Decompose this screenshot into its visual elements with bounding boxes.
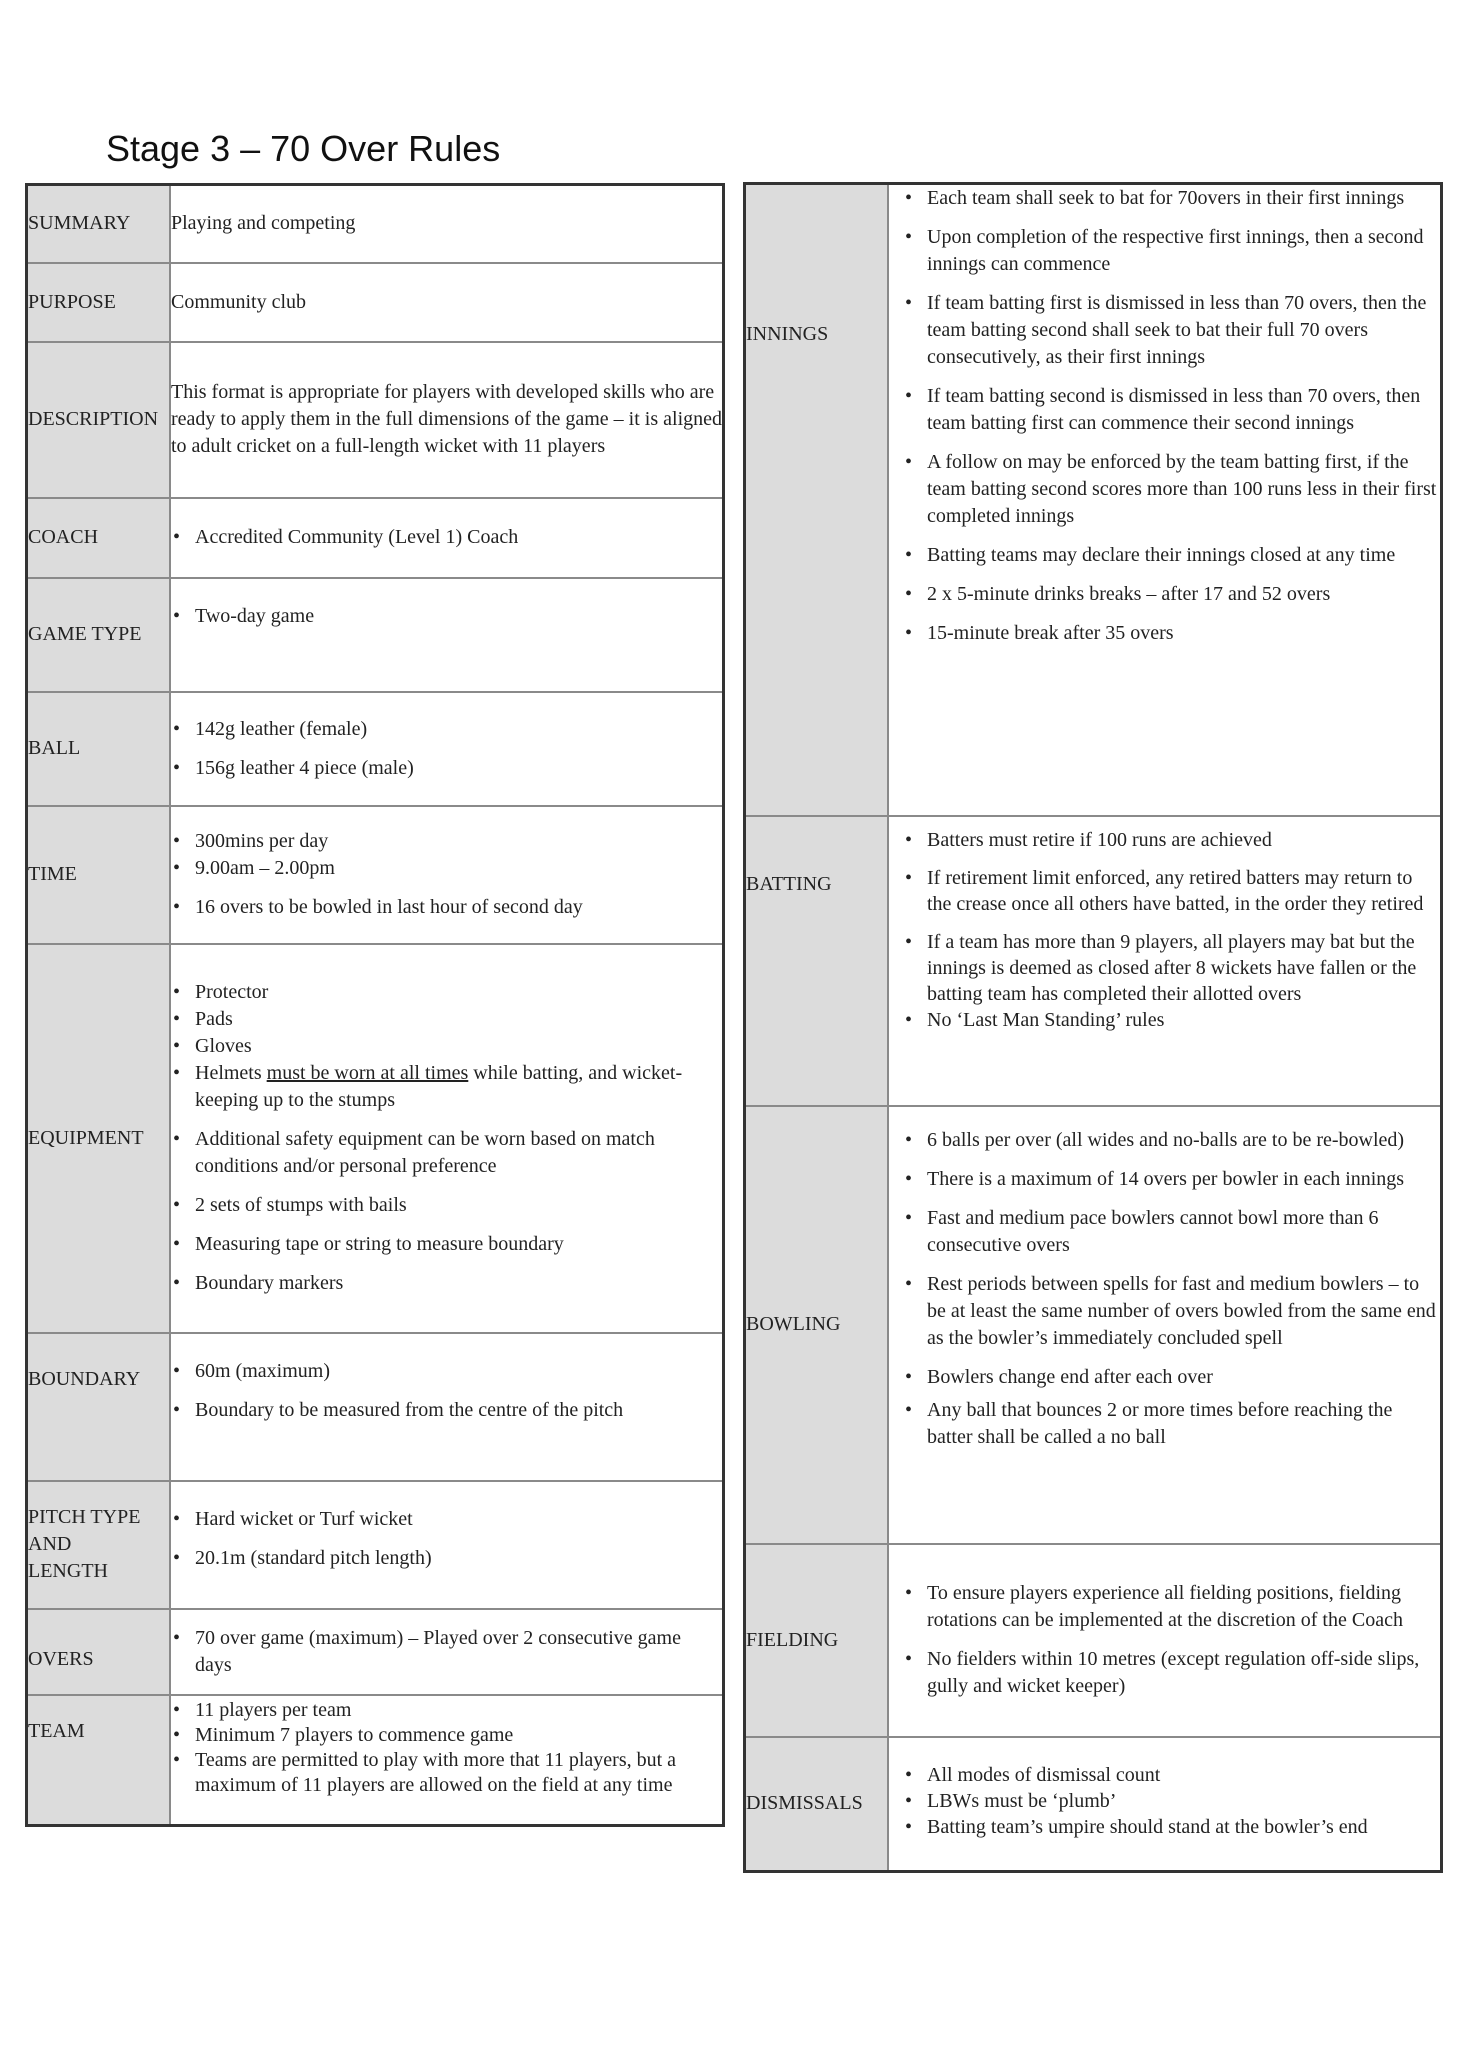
rule-row-summary [27, 185, 724, 263]
list-item: • 9.00am – 2.00pm [171, 855, 722, 882]
rule-row-boundary [27, 1333, 724, 1481]
rule-row-innings [745, 184, 1442, 816]
list-item: • 300mins per day [171, 828, 722, 855]
list-item: • Pads [171, 1006, 722, 1033]
rule-row-dismissals [745, 1737, 1442, 1872]
row-content [170, 1609, 724, 1695]
list-item [171, 1060, 722, 1114]
row-label: OVERS [27, 1609, 171, 1695]
list-item: • Any ball that bounces 2 or more times before reaching the batter shall be called a no ball [903, 1397, 1440, 1451]
rule-row-bowling [745, 1106, 1442, 1544]
rule-row-equipment [27, 944, 724, 1333]
row-label: BOWLING [745, 1106, 889, 1544]
page-title: Stage 3 – 70 Over Rules [106, 128, 501, 169]
list-item: • Measuring tape or string to measure boundary [171, 1231, 722, 1258]
row-content [170, 1695, 724, 1826]
list-item: • Two-day game [171, 603, 722, 630]
row-content [170, 806, 724, 944]
list-item: • Accredited Community (Level 1) Coach [171, 524, 722, 551]
row-label: DESCRIPTION [27, 342, 171, 498]
list-item: • No ‘Last Man Standing’ rules [903, 1007, 1440, 1033]
rule-row-batting [745, 816, 1442, 1106]
list-item: • If team batting first is dismissed in less than 70 overs, then the team batting second shall seek to bat their full 70 overs consecutively, as their first innings [903, 290, 1440, 371]
list-item: • Bowlers change end after each over [903, 1364, 1440, 1391]
row-label: DISMISSALS [745, 1737, 889, 1872]
list-item: • All modes of dismissal count [903, 1762, 1440, 1788]
list-item: • 142g leather (female) [171, 716, 722, 743]
rule-row-fielding [745, 1544, 1442, 1737]
list-item: • A follow on may be enforced by the team batting first, if the team batting second scores more than 100 runs less in their first completed innings [903, 449, 1440, 530]
list-item: • Batters must retire if 100 runs are achieved [903, 827, 1440, 853]
list-item: • Minimum 7 players to commence game [171, 1723, 722, 1748]
row-label: SUMMARY [27, 185, 171, 263]
rule-row-pitch [27, 1481, 724, 1609]
list-item: • Protector [171, 979, 722, 1006]
list-item: • 70 over game (maximum) – Played over 2 consecutive game days [171, 1625, 722, 1679]
list-item: • 15-minute break after 35 overs [903, 620, 1440, 647]
helmets-continuation: while batting, and wicket-keeping up to the stumps [195, 1062, 683, 1111]
list-item: • To ensure players experience all fielding positions, fielding rotations can be implemented at the discretion of the Coach [903, 1580, 1440, 1634]
row-label: PURPOSE [27, 263, 171, 342]
list-item: • Additional safety equipment can be worn based on match conditions and/or personal preference [171, 1126, 722, 1180]
row-content [170, 944, 724, 1333]
row-content [170, 1333, 724, 1481]
list-item: • No fielders within 10 metres (except regulation off-side slips, gully and wicket keeper) [903, 1646, 1440, 1700]
row-label: BATTING [745, 816, 889, 1106]
list-item: • Batting teams may declare their innings closed at any time [903, 542, 1440, 569]
rule-row-time [27, 806, 724, 944]
row-content [170, 1481, 724, 1609]
row-content [170, 692, 724, 806]
row-content [170, 185, 724, 263]
row-label: TEAM [27, 1695, 171, 1826]
rule-row-team [27, 1695, 724, 1826]
row-label: INNINGS [745, 184, 889, 816]
list-item: • 156g leather 4 piece (male) [171, 755, 722, 782]
left-rules-table [25, 183, 725, 1827]
list-item: • Boundary to be measured from the centre of the pitch [171, 1397, 722, 1424]
rule-row-ball [27, 692, 724, 806]
row-label: PITCH TYPE AND LENGTH [27, 1481, 171, 1609]
right-rules-table [743, 182, 1443, 1873]
row-content [170, 578, 724, 692]
list-item: • Gloves [171, 1033, 722, 1060]
helmets-emphasis: must be worn at all times [266, 1062, 469, 1084]
list-item: • There is a maximum of 14 overs per bowler in each innings [903, 1166, 1440, 1193]
list-item: • If team batting second is dismissed in less than 70 overs, then team batting first can commence their second innings [903, 383, 1440, 437]
list-item: • Each team shall seek to bat for 70overs in their first innings [903, 185, 1440, 212]
row-label: BALL [27, 692, 171, 806]
rule-row-purpose [27, 263, 724, 342]
description-text: This format is appropriate for players with developed skills who are ready to apply them in the full dimensions of the game – it is aligned to adult cricket on a full-length wicket with 11 players [171, 381, 722, 457]
row-content [888, 184, 1442, 816]
list-item: • Fast and medium pace bowlers cannot bowl more than 6 consecutive overs [903, 1205, 1440, 1259]
row-label: FIELDING [745, 1544, 889, 1737]
list-item: • Boundary markers [171, 1270, 722, 1297]
list-item: • Batting team’s umpire should stand at the bowler’s end [903, 1814, 1440, 1840]
row-content [888, 816, 1442, 1106]
row-label: BOUNDARY [27, 1333, 171, 1481]
rule-row-coach [27, 498, 724, 578]
row-content [888, 1106, 1442, 1544]
list-item: • LBWs must be ‘plumb’ [903, 1788, 1440, 1814]
helmets-text: Helmets [195, 1062, 262, 1084]
row-content [170, 263, 724, 342]
list-item: • Upon completion of the respective first innings, then a second innings can commence [903, 224, 1440, 278]
row-content [888, 1544, 1442, 1737]
rule-row-description [27, 342, 724, 498]
purpose-text: Community club [171, 290, 306, 313]
row-label: EQUIPMENT [27, 944, 171, 1333]
summary-text: Playing and competing [171, 212, 356, 235]
list-item: • Hard wicket or Turf wicket [171, 1506, 722, 1533]
rule-row-overs [27, 1609, 724, 1695]
list-item: • 20.1m (standard pitch length) [171, 1545, 722, 1572]
list-item: • If retirement limit enforced, any retired batters may return to the crease once all others have batted, in the order they retired [903, 865, 1440, 917]
row-label: GAME TYPE [27, 578, 171, 692]
row-content [170, 342, 724, 498]
row-label: COACH [27, 498, 171, 578]
row-content [170, 498, 724, 578]
list-item: • If a team has more than 9 players, all players may bat but the innings is deemed as closed after 8 wickets have fallen or the batting team has completed their allotted overs [903, 929, 1440, 1007]
list-item: • 2 x 5-minute drinks breaks – after 17 and 52 overs [903, 581, 1440, 608]
list-item: • 60m (maximum) [171, 1358, 722, 1385]
list-item: • Rest periods between spells for fast and medium bowlers – to be at least the same number of overs bowled from the same end as the bowler’s immediately concluded spell [903, 1271, 1440, 1352]
list-item: • Teams are permitted to play with more that 11 players, but a maximum of 11 players are allowed on the field at any time [171, 1748, 722, 1798]
row-content [888, 1737, 1442, 1872]
list-item: • 11 players per team [171, 1698, 722, 1723]
list-item: • 6 balls per over (all wides and no-balls are to be re-bowled) [903, 1127, 1440, 1154]
list-item: • 16 overs to be bowled in last hour of second day [171, 894, 722, 921]
list-item: • 2 sets of stumps with bails [171, 1192, 722, 1219]
rule-row-game-type [27, 578, 724, 692]
row-label: TIME [27, 806, 171, 944]
